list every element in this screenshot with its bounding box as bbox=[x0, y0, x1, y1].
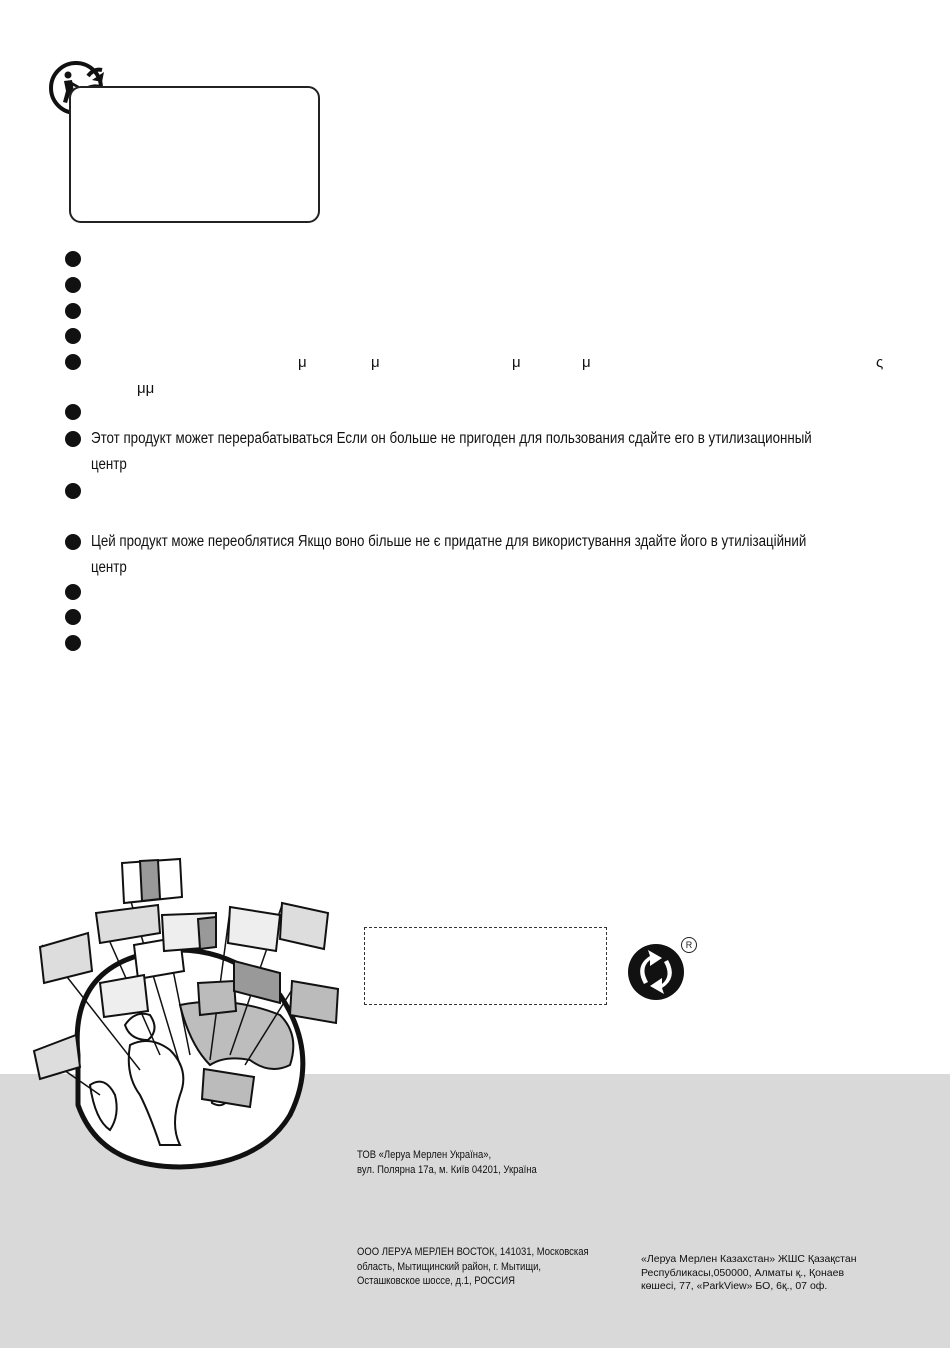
greek-fragment: μ bbox=[298, 354, 307, 371]
russia-address bbox=[357, 1245, 589, 1289]
russian-recycling-text-cont: центр bbox=[91, 456, 127, 473]
registered-trademark-icon: R bbox=[681, 937, 697, 953]
ukraine-address-line: ТОВ «Леруа Мерлен Україна», bbox=[357, 1149, 492, 1161]
greek-fragment: μ bbox=[371, 354, 380, 371]
ukraine-address bbox=[357, 1148, 537, 1177]
russia-address-line: область, Мытищинский район, г. Мытищи, bbox=[357, 1260, 542, 1273]
greek-fragment: μ bbox=[512, 354, 521, 371]
russia-address-line: ООО ЛЕРУА МЕРЛЕН ВОСТОК, 141031, Московская bbox=[357, 1246, 589, 1258]
bullet-icon bbox=[65, 277, 81, 293]
kazakhstan-address bbox=[641, 1253, 857, 1294]
bullet-icon bbox=[65, 431, 81, 447]
bullet-icon bbox=[65, 609, 81, 625]
bullet-icon bbox=[65, 404, 81, 420]
green-dot-recycling-icon bbox=[626, 940, 686, 1000]
globe-with-flags-icon bbox=[30, 855, 350, 1175]
greek-fragment: ς bbox=[876, 354, 884, 371]
bullet-icon bbox=[65, 635, 81, 651]
dashed-placeholder-box bbox=[364, 927, 607, 1005]
russian-recycling-text: Этот продукт может перерабатываться Если он больше не пригоден для пользования сдайте его в утилизационный bbox=[91, 430, 812, 447]
bullet-icon bbox=[65, 354, 81, 370]
kazakhstan-address-line: Республикасы,050000, Алматы қ., Қонаев bbox=[641, 1266, 845, 1279]
greek-fragment: μμ bbox=[137, 380, 155, 397]
kazakhstan-address-line: көшесі, 77, «ParkView» БО, 6қ., 07 оф. bbox=[641, 1280, 828, 1292]
ukraine-address-line: вул. Полярна 17а, м. Київ 04201, Україна bbox=[357, 1163, 537, 1176]
russia-address-line: Осташковское шоссе, д.1, РОССИЯ bbox=[357, 1275, 515, 1287]
ukrainian-recycling-text: Цей продукт може переоблятися Якщо воно більше не є придатне для використування здайте його в утилізаційний bbox=[91, 533, 807, 550]
bullet-icon bbox=[65, 251, 81, 267]
bullet-icon bbox=[65, 328, 81, 344]
ukrainian-recycling-text-cont: центр bbox=[91, 559, 127, 576]
bullet-icon bbox=[65, 483, 81, 499]
greek-fragment: μ bbox=[582, 354, 591, 371]
bullet-icon bbox=[65, 303, 81, 319]
kazakhstan-address-line: «Леруа Мерлен Казахстан» ЖШС Қазақстан bbox=[641, 1253, 857, 1265]
language-bullet-list bbox=[0, 0, 950, 660]
bullet-icon bbox=[65, 534, 81, 550]
bullet-icon bbox=[65, 584, 81, 600]
